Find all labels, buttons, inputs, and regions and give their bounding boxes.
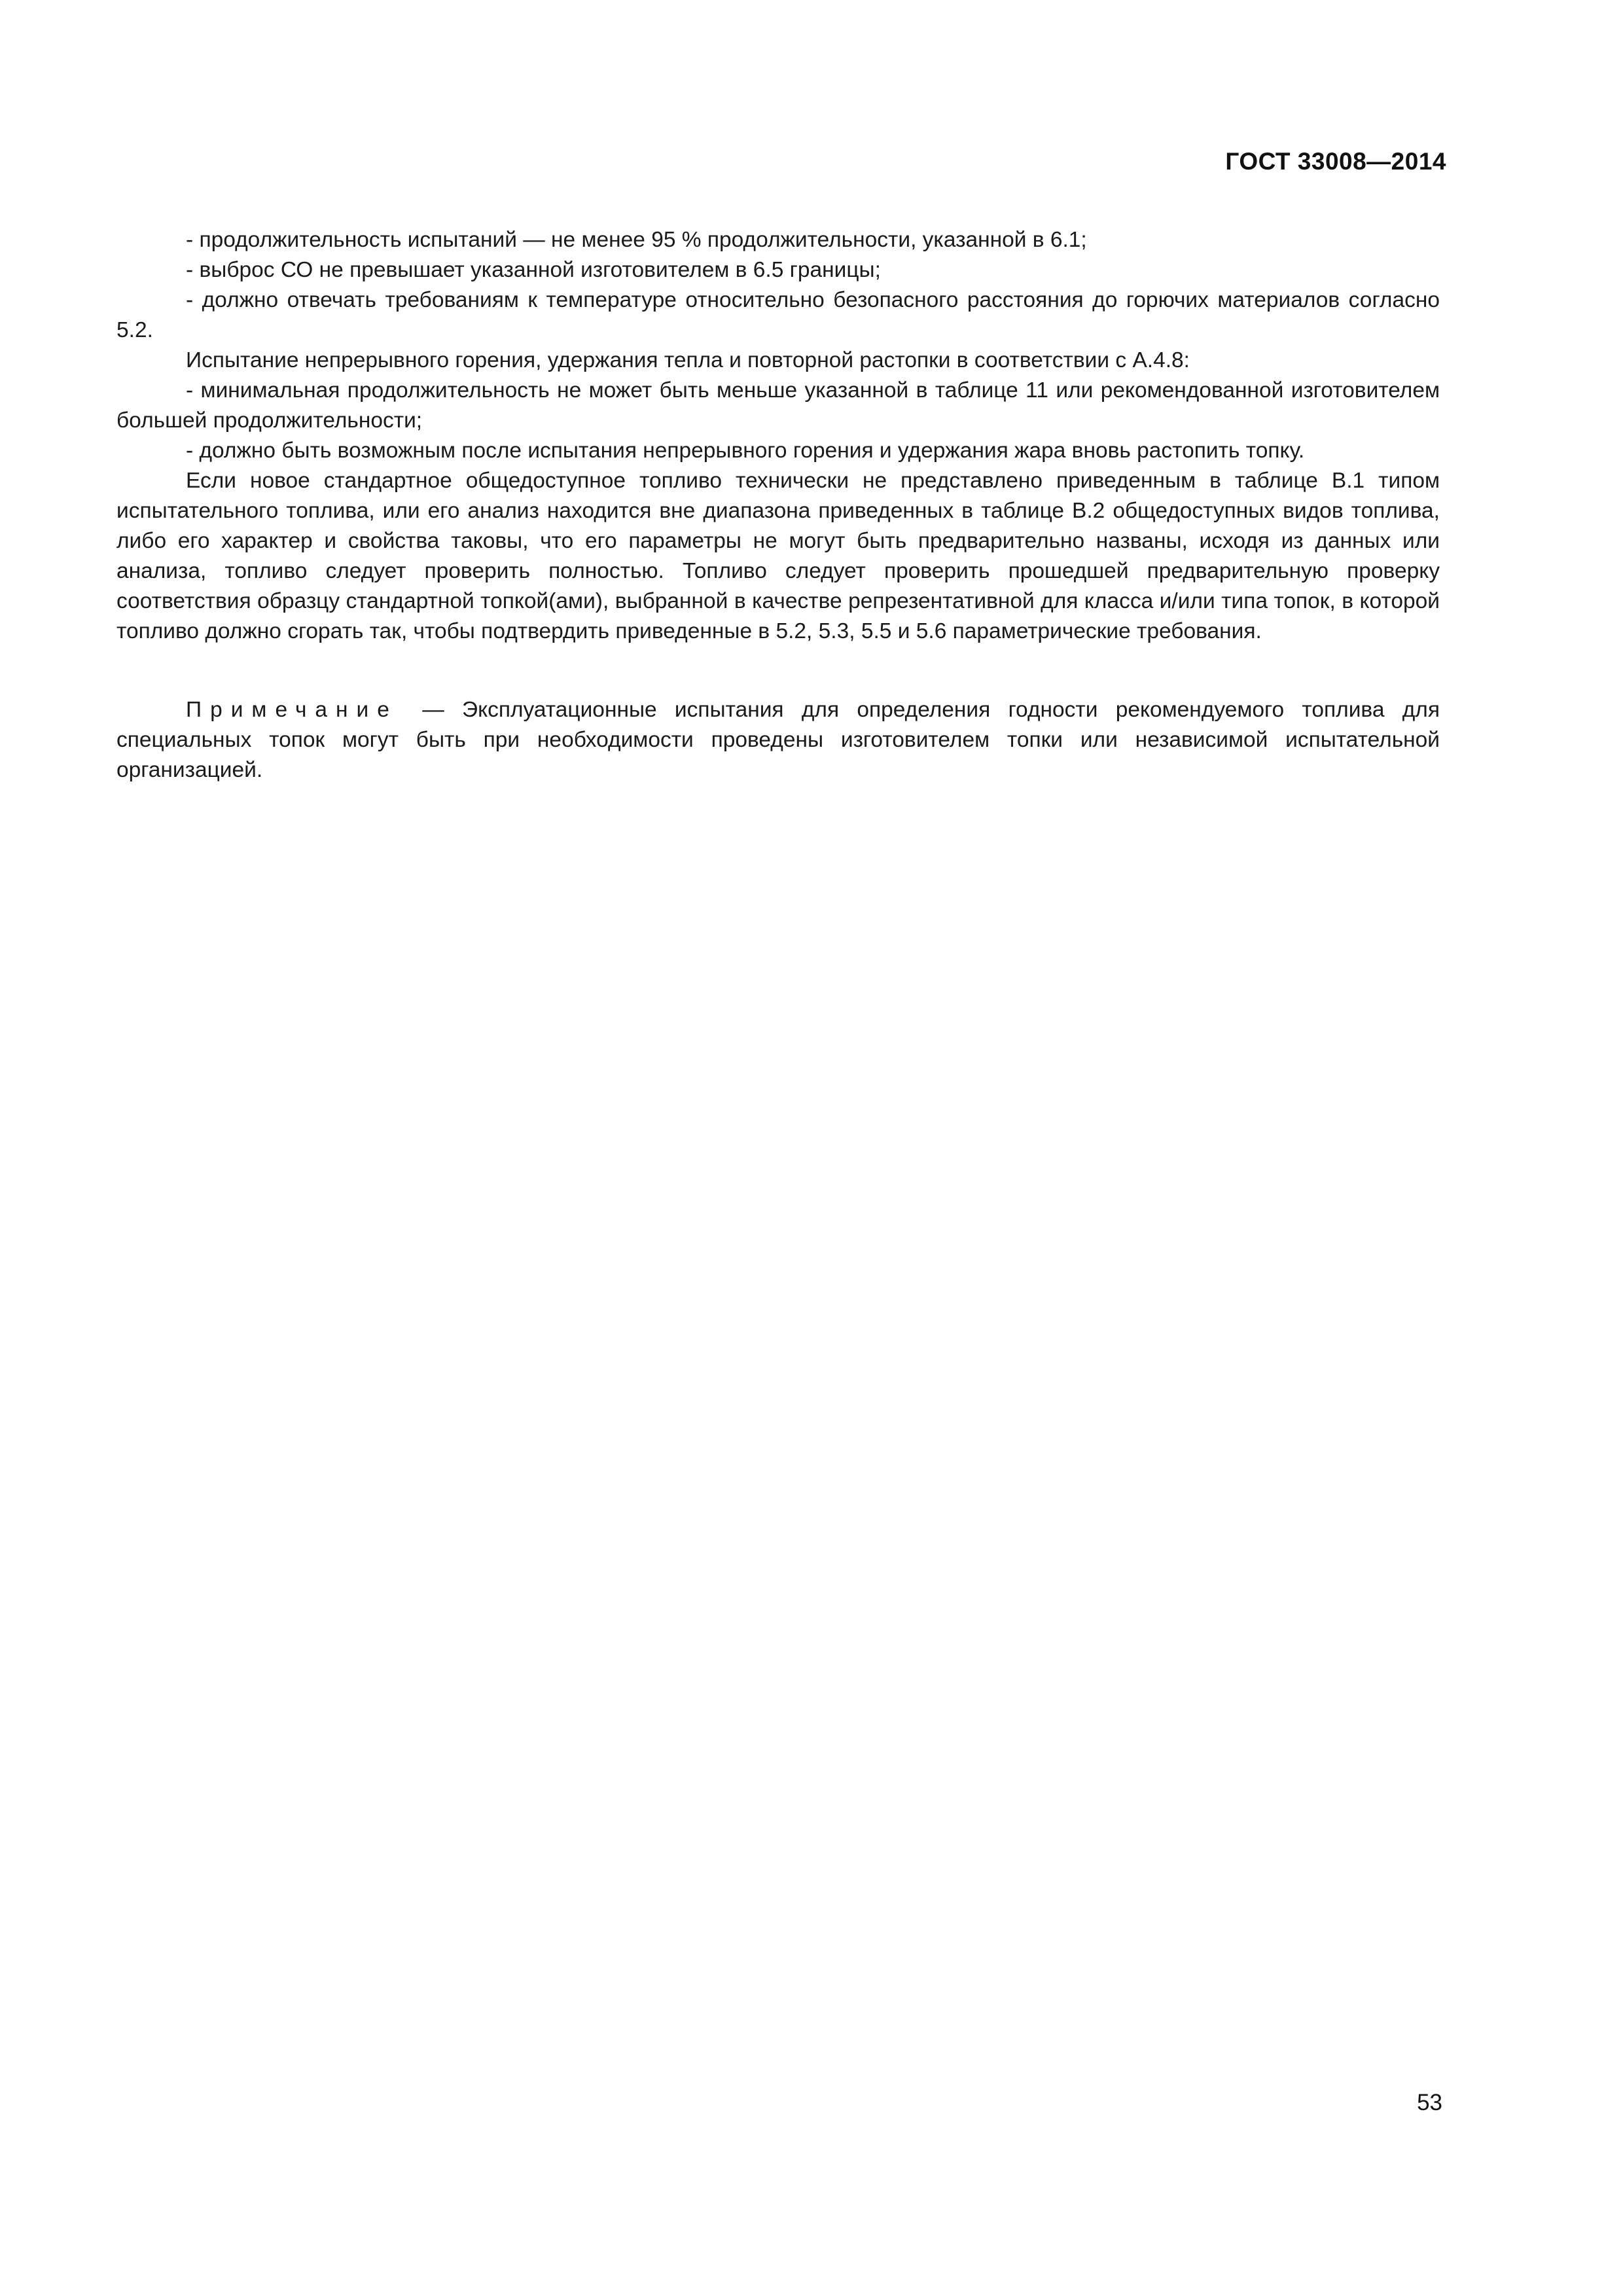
document-code-header: ГОСТ 33008—2014: [1225, 148, 1446, 175]
note-paragraph: [116, 695, 1440, 785]
note-block: [116, 695, 1440, 785]
paragraph-continuous-burning: Испытание непрерывного горения, удержания тепла и повторной растопки в соответствии с А.4.8:: [186, 348, 1190, 372]
paragraph-temperature: - должно отвечать требованиям к температуре относительно безопасного расстояния до горючих материалов согласно 5.2.: [116, 288, 1440, 342]
paragraph-minimum-duration: - минимальная продолжительность не может быть меньше указанной в таблице 11 или рекомендованной изготовителем большей продолжительности;: [116, 378, 1440, 433]
note-text: — Эксплуатационные испытания для определения годности рекомендуемого топлива для специальных топок могут быть при необходимости проведены изготовителем топки или независимой испытательной организацией.: [116, 698, 1440, 782]
note-label: Примечание: [186, 698, 398, 722]
paragraph-co-emission: - выброс СО не превышает указанной изготовителем в 6.5 границы;: [186, 258, 881, 282]
body-text: [116, 225, 1440, 647]
paragraph-new-fuel: Если новое стандартное общедоступное топливо технически не представлено приведенным в таблице В.1 типом испытательного топлива, или его анализ находится вне диапазона приведенных в таблице В.2 общедоступных видов топлива, либо его характер и свойства таковы, что его параметры не могут быть предварительно названы, исходя из данных или анализа, топливо следует проверить полностью. Топливо следует проверить прошедшей предварительную проверку соответствия образцу стандартной топкой(ами), выбранной в качестве репрезентативной для класса и/или типа топок, в которой топливо должно сгорать так, чтобы подтвердить приведенные в 5.2, 5.3, 5.5 и 5.6 параметрические требования.: [116, 469, 1440, 643]
paragraph-relight: - должно быть возможным после испытания непрерывного горения и удержания жара вновь растопить топку.: [186, 439, 1305, 463]
paragraph-duration: - продолжительность испытаний — не менее 95 % продолжительности, указанной в 6.1;: [186, 228, 1087, 252]
page-number: 53: [1417, 2090, 1442, 2115]
